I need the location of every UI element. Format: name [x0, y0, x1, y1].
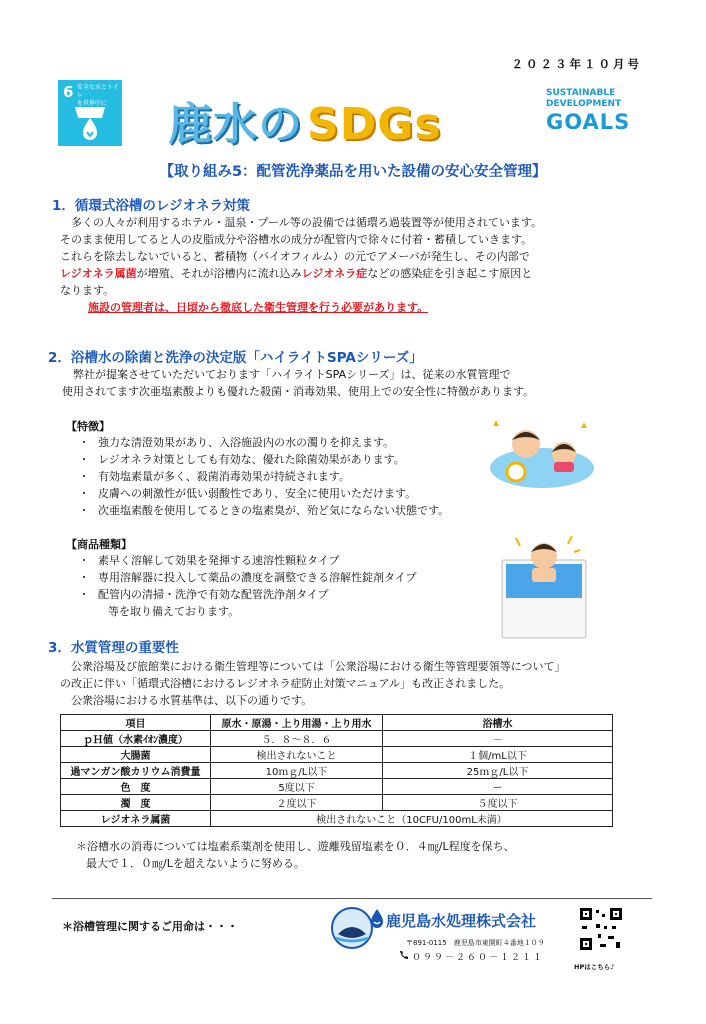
feature-item: ・ 次亜塩素酸を使用してるときの塩素臭が、殆ど気にならない状態です。 [78, 504, 450, 517]
section3-note1: ＊浴槽水の消毒については塩素系薬剤を使用し、遊離残留塩素を０．４㎎/L程度を保ち、 [76, 840, 515, 853]
table-header-item: 項目 [61, 715, 211, 731]
product-item: ・ 専用溶解器に投入して薬品の濃度を調整できる溶解性錠剤タイプ [78, 571, 417, 584]
section2-body [62, 366, 534, 400]
table-row: 過マンガン酸カリウム消費量 10ｍｇ/L以下 25ｍｇ/L以下 [61, 763, 613, 779]
section2-line1: 弊社が提案させていただいております「ハイライトSPAシリーズ」は、従来の水質管理で [62, 368, 511, 381]
subtitle: 【取り組み5：配管洗浄薬品を用いた設備の安心安全管理】 [159, 164, 547, 180]
feature-item: ・ 強力な清澄効果があり、入浴施設内の水の濁りを抑えます。 [78, 436, 395, 449]
section2-heading: 2．浴槽水の除菌と洗浄の決定版「ハイライトSPAシリーズ」 [48, 350, 423, 366]
section3-body [60, 658, 566, 709]
product-item: ・ 配管内の清掃・洗浄で有効な配管洗浄剤タイプ [78, 588, 329, 601]
table-header-raw: 原水・原湯・上り用湯・上り用水 [211, 715, 383, 731]
sdg-logo-line2: DEVELOPMENT [546, 99, 622, 109]
features-heading: 【特徴】 [66, 420, 110, 433]
section3-line3: 公衆浴場における水質基準は、以下の通りです。 [60, 694, 313, 707]
products-heading: 【商品種類】 [66, 538, 132, 551]
title-jp: 鹿水の [168, 99, 303, 150]
table-row: 濁 度 ２度以下 ５度以下 [61, 795, 613, 811]
section2-line2: 使用されてます次亜塩素酸よりも優れた殺菌・消毒効果、使用上での安全性に特徴があります。 [62, 385, 535, 398]
table-row: ｐＨ値（水素ｲｵﾝ濃度） ５．８～８．６ － [61, 731, 613, 747]
sdg6-badge [58, 80, 122, 146]
section1-line4: レジオネラ属菌が増殖、それが浴槽内に流れ込みレジオネラ症などの感染症を引き起こす原因と [60, 267, 533, 280]
feature-item: ・ 有効塩素量が多く、殺菌消毒効果が持続されます。 [78, 470, 350, 483]
section1-line2: そのまま使用してると人の皮脂成分や浴槽水の成分が配管内で徐々に付着・蓄積していきます。 [60, 233, 533, 246]
water-quality-table [60, 714, 613, 827]
issue-date: ２０２３年１０月号 [511, 57, 642, 71]
water-drop-icon [72, 104, 108, 142]
page-title [168, 88, 442, 152]
table-row: 大腸菌 検出されないこと １個/mL以下 [61, 747, 613, 763]
section3-line2: の改正に伴い「循環式浴槽におけるレジオネラ症防止対策マニュアル」も改正されました。 [60, 677, 511, 690]
feature-item: ・ レジオネラ対策としても有効な、優れた除菌効果があります。 [78, 453, 405, 466]
sdg6-number: 6 [63, 83, 74, 101]
bath-illustration [496, 530, 592, 642]
phone-icon [398, 950, 408, 960]
section3-note2: 最大で１．０㎎/Lを超えないように努める。 [86, 857, 305, 870]
footer-divider [52, 898, 652, 899]
section1-line1: 多くの人々が利用するホテル・温泉・プール等の設備では循環ろ過装置等が使用されています。 [60, 216, 543, 229]
sdg-logo [546, 88, 636, 134]
table-row: 色 度 5度以下 ー [61, 779, 613, 795]
product-item: 等を取り備えております。 [108, 605, 240, 618]
company-name: 鹿児島水処理株式会社 [386, 912, 537, 930]
company-address: 〒891-0115 鹿児島市東開町４番地１０９ [406, 939, 545, 947]
kids-swimming-illustration [488, 410, 600, 492]
company-mark-icon [368, 908, 386, 928]
sdg6-text: 安全な水とトイレ を世界中に [77, 84, 119, 107]
section3-heading: 3．水質管理の重要性 [48, 640, 179, 656]
products-list [70, 552, 416, 620]
section1-heading: 1．循環式浴槽のレジオネラ対策 [52, 198, 250, 214]
section1-warning: 施設の管理者は、日頃から徹底した衛生管理を行う必要があります。 [88, 301, 429, 314]
company-phone: ０９９－２６０－１２１１ [412, 953, 545, 963]
table-header-bath: 浴槽水 [383, 715, 613, 731]
sdg-logo-line1: SUSTAINABLE [546, 88, 616, 98]
hp-link[interactable]: HPはこちら♪ [574, 963, 615, 971]
product-item: ・ 素早く溶解して効果を発揮する速溶性顆粒タイプ [78, 554, 340, 567]
features-list [70, 434, 449, 519]
table-header-row [61, 715, 613, 731]
table-row: レジオネラ属菌 検出されないこと（10CFU/100mL未満） [61, 811, 613, 827]
qr-code-icon[interactable] [578, 906, 624, 952]
title-en: SDGs [307, 99, 442, 150]
section1-line3: これらを除去しないでいると、蓄積物（バイオフィルム）の元でアメーバが発生し、その内部で [60, 250, 530, 263]
section3-line1: 公衆浴場及び旅館業における衛生管理等については「公衆浴場における衛生等管理要領等について」 [60, 660, 566, 673]
section3-note [76, 838, 515, 872]
section1-line5: なります。 [60, 284, 115, 297]
footer-inquiry: ＊浴槽管理に関するご用命は・・・ [62, 920, 238, 933]
section1-body [60, 214, 542, 316]
feature-item: ・ 皮膚への刺激性が低い弱酸性であり、安全に使用いただけます。 [78, 487, 417, 500]
sdg-logo-line3: GOALS [546, 110, 631, 134]
